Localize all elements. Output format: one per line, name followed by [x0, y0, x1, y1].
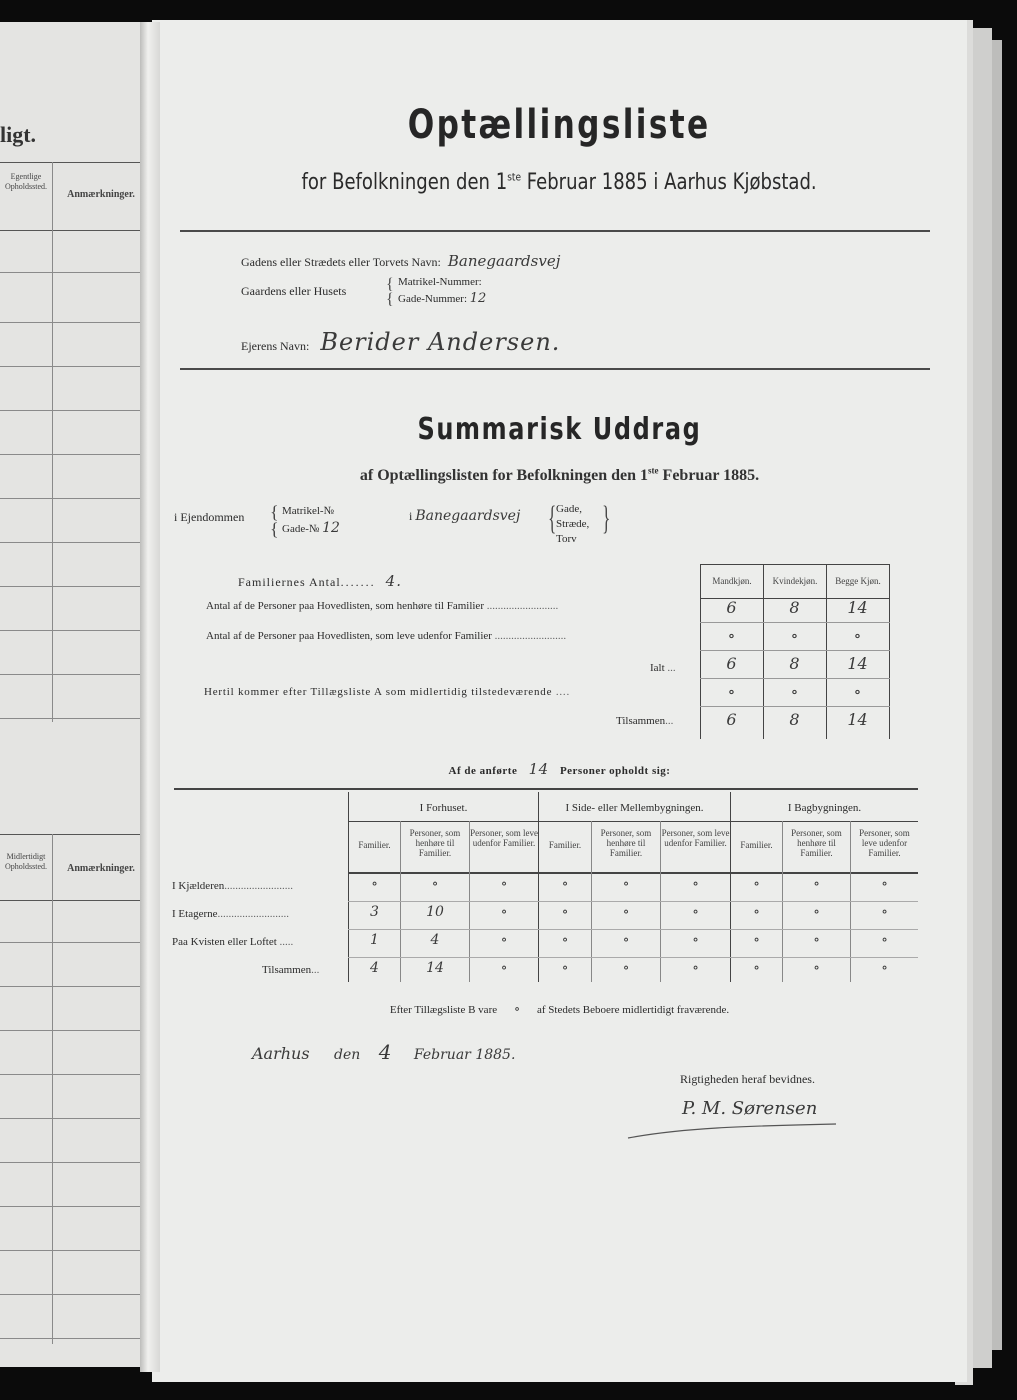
location-cell: ∘: [692, 932, 699, 948]
family-count-value: 4.: [385, 572, 402, 590]
street-label: Gadens eller Strædets eller Torvets Navn:: [241, 255, 441, 269]
brace-icon: {: [270, 502, 279, 522]
certification-text: Rigtigheden heraf bevidnes.: [680, 1072, 815, 1086]
page-edge: [972, 28, 992, 1368]
location-cell: 4: [370, 960, 379, 976]
signature-flourish: [622, 1120, 842, 1146]
left-facing-page: [0, 22, 148, 1367]
left-col1-header: Egentlige Opholdssted.: [5, 172, 47, 191]
date-den: den: [334, 1047, 361, 1063]
location-cell: ∘: [753, 960, 760, 976]
loc-row-label: Paa Kvisten eller Loftet .....: [172, 936, 294, 948]
location-cell: ∘: [692, 876, 699, 892]
prop-street-prefix: i: [409, 509, 413, 523]
summary-cell: ∘: [853, 682, 862, 701]
loc-row-label: Tilsammen...: [262, 964, 320, 976]
prop-types: [556, 502, 589, 547]
summary-subtitle: [152, 466, 967, 485]
summary-cell: 14: [847, 654, 868, 673]
date-month-year: Februar 1885.: [413, 1047, 516, 1063]
location-cell: ∘: [692, 904, 699, 920]
summary-row-label: Ialt ...: [650, 662, 676, 674]
book-spine: [140, 22, 160, 1372]
matrikel-label: Matrikel-Nummer:: [398, 276, 482, 288]
prop-matrikel-row: [282, 504, 334, 517]
brace-icon: }: [602, 500, 611, 537]
location-cell: ∘: [500, 960, 508, 976]
street-row: [241, 252, 560, 270]
location-cell: ∘: [753, 904, 760, 920]
summary-row-label: Tilsammen...: [616, 715, 674, 727]
location-cell: ∘: [622, 960, 630, 976]
af-value: 14: [528, 760, 549, 778]
form-subtitle: [152, 170, 967, 195]
summary-row-label: Hertil kommer efter Tillægsliste A som midlertidig tilstedeværende ....: [204, 686, 571, 698]
house-label: Gaardens eller Husets: [241, 284, 347, 298]
summary-subtitle-sup: ste: [648, 466, 659, 476]
summary-row-label: Antal af de Personer paa Hovedlisten, som henhøre til Familier ..........................: [206, 600, 559, 612]
left-col3-header: Midlertidigt Opholdssted.: [5, 852, 47, 871]
af-suffix: Personer opholdt sig:: [559, 765, 671, 777]
location-cell: ∘: [813, 876, 820, 892]
brace-icon: {: [548, 500, 557, 537]
summary-row-label: Antal af de Personer paa Hovedlisten, som leve udenfor Familier ..........................: [206, 630, 567, 642]
summary-cell: 6: [726, 710, 737, 729]
absent-row: [152, 1002, 967, 1017]
form-title-wrap: [152, 102, 967, 148]
loc-subheader: Personer, som leve udenfor Familier.: [661, 828, 730, 848]
location-cell: 4: [430, 932, 440, 948]
family-count-row: Familiernes Antal....... 4.: [238, 572, 402, 590]
prop-type-gade: Gade,: [556, 503, 582, 515]
location-cell: ∘: [500, 932, 508, 948]
summary-cell: ∘: [790, 682, 799, 701]
form-subtitle-sup: ste: [507, 170, 522, 184]
location-cell: ∘: [561, 876, 569, 892]
summary-cell: 14: [847, 598, 868, 617]
location-cell: ∘: [500, 904, 508, 920]
location-cell: ∘: [692, 960, 699, 976]
date-row: [252, 1040, 515, 1064]
location-cell: ∘: [561, 904, 569, 920]
prop-type-straede: Stræde,: [556, 518, 590, 530]
loc-row-label: I Kjælderen.........................: [172, 880, 293, 892]
absent-value: ∘: [513, 1002, 521, 1017]
loc-subheader: Personer, som henhøre til Familier.: [791, 828, 842, 858]
brace-icon: {: [270, 519, 279, 539]
gade-label: Gade-Nummer:: [398, 293, 468, 305]
prop-gade-value: 12: [322, 520, 340, 536]
left-page-heading: ligt.: [0, 122, 37, 147]
summary-cell: 8: [789, 598, 800, 617]
owner-label: Ejerens Navn:: [241, 339, 310, 353]
prop-street-value: Banegaardsvej: [415, 508, 521, 524]
location-cell: ∘: [881, 876, 888, 892]
left-col4-header: Anmærkninger.: [67, 863, 135, 874]
location-cell: ∘: [500, 876, 508, 892]
loc-group-bagbygning: I Bagbygningen.: [787, 802, 862, 814]
summary-header-male: Mandkjøn.: [712, 576, 752, 586]
summary-header-female: Kvindekjøn.: [772, 576, 818, 586]
signature: P. M. Sørensen: [682, 1098, 818, 1119]
location-cell: ∘: [371, 876, 378, 892]
location-cell: ∘: [813, 904, 820, 920]
location-cell: ∘: [813, 932, 820, 948]
location-cell: ∘: [561, 932, 569, 948]
loc-subheader: Personer, som leve udenfor Familier.: [470, 828, 538, 848]
gade-row: [398, 291, 486, 306]
brace-icon: {: [386, 276, 394, 293]
matrikel-row: [398, 275, 482, 288]
absent-prefix: Efter Tillægsliste B vare: [389, 1004, 498, 1016]
location-cell: ∘: [813, 960, 820, 976]
absent-suffix: af Stedets Beboere midlertidigt fraværende.: [536, 1004, 730, 1016]
brace-icon: {: [386, 291, 394, 308]
property-label: i Ejendommen: [174, 510, 245, 524]
loc-subheader: Personer, som henhøre til Familier.: [409, 828, 461, 858]
loc-group-sidebygning: I Side- eller Mellembygningen.: [565, 802, 704, 814]
owner-value: Berider Andersen.: [320, 328, 561, 356]
location-cell: ∘: [561, 960, 569, 976]
location-cell: 14: [426, 960, 444, 976]
location-cell: ∘: [622, 904, 630, 920]
loc-row-label: I Etagerne..........................: [172, 908, 289, 920]
left-col2-header: Anmærkninger.: [67, 189, 135, 200]
summary-subtitle-suffix: Februar 1885.: [662, 467, 760, 485]
summary-cell: 6: [726, 598, 737, 617]
summary-cell: 14: [847, 710, 868, 729]
summary-header-both: Begge Kjøn.: [835, 576, 881, 586]
prop-gade-label: Gade-№: [282, 523, 320, 535]
summary-cell: 8: [789, 710, 800, 729]
loc-subheader: Personer, som leve udenfor Familier.: [859, 828, 910, 858]
date-day: 4: [378, 1040, 392, 1064]
summary-cell: ∘: [790, 626, 799, 645]
location-cell: 10: [426, 904, 444, 920]
loc-subheader: Familier.: [548, 840, 582, 850]
form-subtitle-prefix: for Befolkningen den 1: [301, 170, 508, 195]
owner-row: [241, 328, 560, 356]
location-cell: ∘: [431, 876, 439, 892]
loc-subheader: Personer, som henhøre til Familier.: [600, 828, 652, 858]
divider: [180, 230, 930, 232]
location-cell: ∘: [881, 960, 888, 976]
form-title: Optællingsliste: [408, 102, 711, 148]
af-row: [152, 760, 967, 778]
place-value: Aarhus: [252, 1044, 310, 1063]
summary-cell: ∘: [727, 682, 736, 701]
loc-subheader: Familier.: [358, 840, 391, 850]
location-cell: ∘: [753, 932, 760, 948]
summary-cell: ∘: [853, 626, 862, 645]
location-cell: 3: [370, 904, 379, 920]
location-cell: ∘: [881, 932, 888, 948]
prop-type-torv: Torv: [556, 533, 577, 545]
prop-gade-row: [282, 520, 340, 536]
location-cell: ∘: [622, 932, 630, 948]
street-value: Banegaardsvej: [447, 252, 561, 270]
prop-street-row: [409, 508, 520, 524]
loc-subheader: Familier.: [740, 840, 773, 850]
summary-cell: 8: [789, 654, 800, 673]
gade-value: 12: [469, 291, 487, 306]
summary-subtitle-prefix: af Optællingslisten for Befolkningen den 1: [359, 467, 649, 485]
summary-title: Summarisk Uddrag: [417, 412, 702, 447]
form-subtitle-suffix: Februar 1885 i Aarhus Kjøbstad.: [527, 170, 818, 195]
location-cell: ∘: [881, 904, 888, 920]
census-form-page: [152, 20, 967, 1382]
loc-group-forhuset: I Forhuset.: [419, 802, 468, 814]
summary-cell: 6: [726, 654, 737, 673]
location-cell: ∘: [753, 876, 760, 892]
af-prefix: Af de anførte: [448, 765, 518, 777]
location-cell: ∘: [622, 876, 630, 892]
prop-matrikel-label: Matrikel-№: [282, 505, 335, 517]
divider: [180, 368, 930, 370]
family-count-label: Familiernes Antal: [238, 575, 341, 589]
summary-cell: ∘: [727, 626, 736, 645]
summary-title-wrap: [152, 412, 967, 447]
location-cell: 1: [370, 932, 379, 948]
